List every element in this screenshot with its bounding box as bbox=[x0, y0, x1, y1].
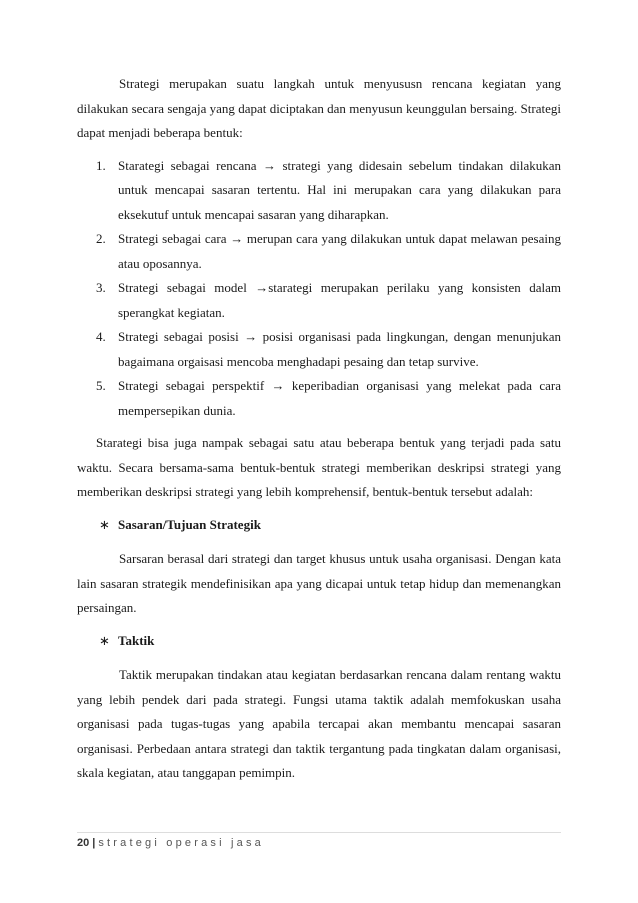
list-item-text: Strategi sebagai model →starategi merupakan perilaku yang konsisten dalam sperangkat kegiatan. bbox=[118, 280, 561, 320]
intro-paragraph: Strategi merupakan suatu langkah untuk menyususn rencana kegiatan yang dilakukan secara sengaja yang dapat diciptakan dan menyusun keunggulan bersaing. Strategi dapat menjadi beberapa bentuk: bbox=[77, 76, 561, 140]
section-heading-label: Taktik bbox=[118, 632, 155, 648]
list-item-number: 4. bbox=[96, 329, 106, 344]
list-item-number: 1. bbox=[96, 157, 106, 173]
footer-separator: | bbox=[92, 837, 96, 849]
list-item-number: 2. bbox=[96, 231, 106, 246]
section-heading-sasaran bbox=[77, 513, 561, 538]
list-item bbox=[77, 325, 561, 374]
list-item-number: 3. bbox=[96, 280, 106, 295]
list-item-text: Strategi sebagai perspektif → keperibadian organisasi yang melekat pada cara mempersepikan dunia. bbox=[118, 378, 561, 418]
list-item-text: Strategi sebagai cara → merupan cara yang dilakukan untuk dapat melawan pesaing atau oposannya. bbox=[118, 231, 561, 271]
footer-title: strategi operasi jasa bbox=[98, 837, 264, 849]
bullet-icon: ∗ bbox=[99, 632, 110, 648]
document-page bbox=[77, 72, 561, 794]
list-item bbox=[77, 227, 561, 276]
strategy-forms-list bbox=[77, 154, 561, 424]
forms-paragraph: Starategi bisa juga nampak sebagai satu atau beberapa bentuk yang terjadi pada satu waktu. Secara bersama-sama bentuk-bentuk strategi memberikan deskripsi strategi yang memberikan deskripsi strategi yang lebih komprehensif, bentuk-bentuk tersebut adalah: bbox=[77, 435, 561, 499]
section-heading-label: Sasaran/Tujuan Strategik bbox=[118, 516, 261, 532]
list-item-text: Strategi sebagai posisi → posisi organisasi pada lingkungan, dengan menunjukan bagaimana orgaisasi mencoba menghadapi pesaing dan tetap survive. bbox=[118, 329, 561, 369]
page-number: 20 bbox=[77, 837, 90, 849]
bullet-icon: ∗ bbox=[99, 516, 110, 532]
section-heading-taktik bbox=[77, 629, 561, 654]
list-item-number: 5. bbox=[96, 378, 106, 393]
taktik-paragraph: Taktik merupakan tindakan atau kegiatan berdasarkan rencana dalam rentang waktu yang lebih pendek dari pada strategi. Fungsi utama taktik adalah memfokuskan usaha organisasi pada tugas-tugas yang apabila tercapai akan membantu mencapai sasaran organisasi. Perbedaan antara strategi dan taktik tergantung pada tingkatan dalam organisasi, skala kegiatan, atau tanggapan pemimpin. bbox=[77, 667, 561, 780]
sasaran-paragraph: Sarsaran berasal dari strategi dan target khusus untuk usaha organisasi. Dengan kata lain sasaran strategik mendefinisikan apa yang dicapai untuk tetap hidup dan memenangkan persaingan. bbox=[77, 551, 561, 615]
list-item bbox=[77, 154, 561, 228]
list-item bbox=[77, 276, 561, 325]
list-item-text: Starategi sebagai rencana → strategi yang didesain sebelum tindakan dilakukan untuk mencapai sasaran tertentu. Hal ini merupakan cara yang dilakukan para eksekutuf untuk mencapai sasaran yang diharapkan. bbox=[118, 157, 561, 222]
page-footer bbox=[77, 832, 561, 849]
list-item bbox=[77, 374, 561, 423]
